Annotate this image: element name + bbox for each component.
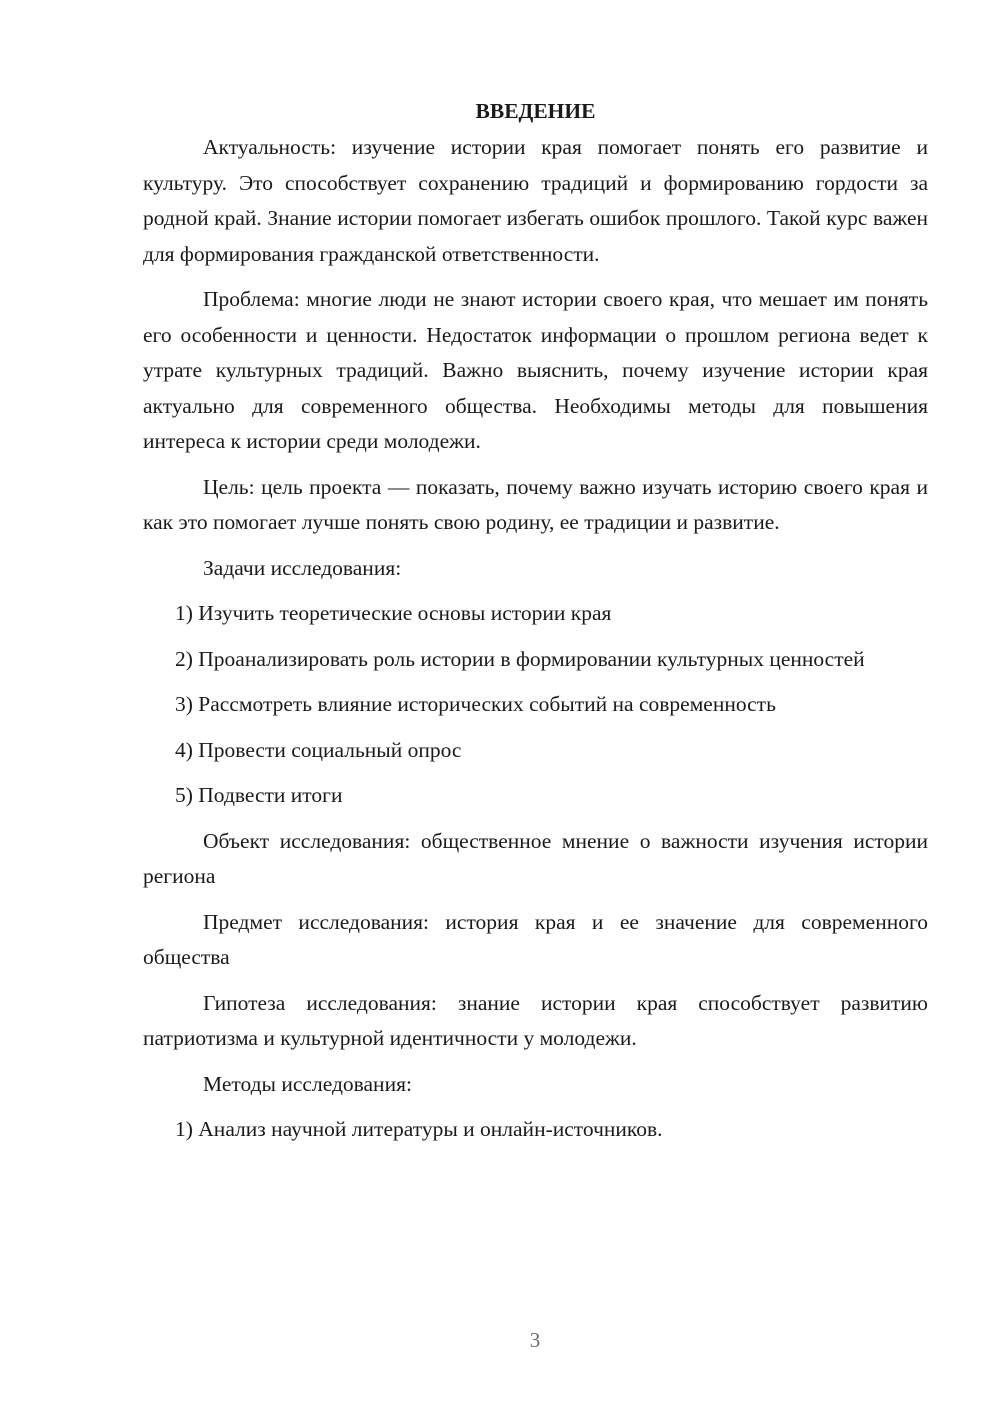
relevance-paragraph: Актуальность: изучение истории края помогает понять его развитие и культуру. Это способствует сохранению традиций и формированию гордости за родной край. Знание истории помогает избегать ошибок прошлого. Такой курс важен для формирования гражданской ответственности. [143,135,928,266]
task-item: 2) Проанализировать роль истории в формировании культурных ценностей [175,646,865,671]
methods-label: Методы исследования: [203,1071,412,1096]
document-page [143,96,928,1158]
section-title: ВВЕДЕНИЕ [475,99,596,123]
page-number: 3 [529,1328,541,1352]
task-item: 4) Провести социальный опрос [175,737,462,762]
problem-paragraph: Проблема: многие люди не знают истории своего края, что мешает им понять его особенности и ценности. Недостаток информации о прошлом региона ведет к утрате культурных традиций. Важно выяснить, почему изучение истории края актуально для современного общества. Необходимы методы для повышения интереса к истории среди молодежи. [143,287,928,453]
task-item: 5) Подвести итоги [175,783,343,807]
goal-paragraph: Цель: цель проекта — показать, почему важно изучать историю своего края и как это помогает лучше понять свою родину, ее традиции и развитие. [143,474,928,534]
object-paragraph: Объект исследования: общественное мнение о важности изучения истории региона [143,828,928,888]
subject-paragraph: Предмет исследования: история края и ее значение для современного общества [143,909,928,969]
task-item: 3) Рассмотреть влияние исторических событий на современность [175,692,776,716]
method-item: 1) Анализ научной литературы и онлайн-источников. [175,1117,663,1141]
tasks-label: Задачи исследования: [203,555,402,580]
task-item: 1) Изучить теоретические основы истории края [175,601,612,625]
hypothesis-paragraph: Гипотеза исследования: знание истории края способствует развитию патриотизма и культурной идентичности у молодежи. [143,990,928,1050]
